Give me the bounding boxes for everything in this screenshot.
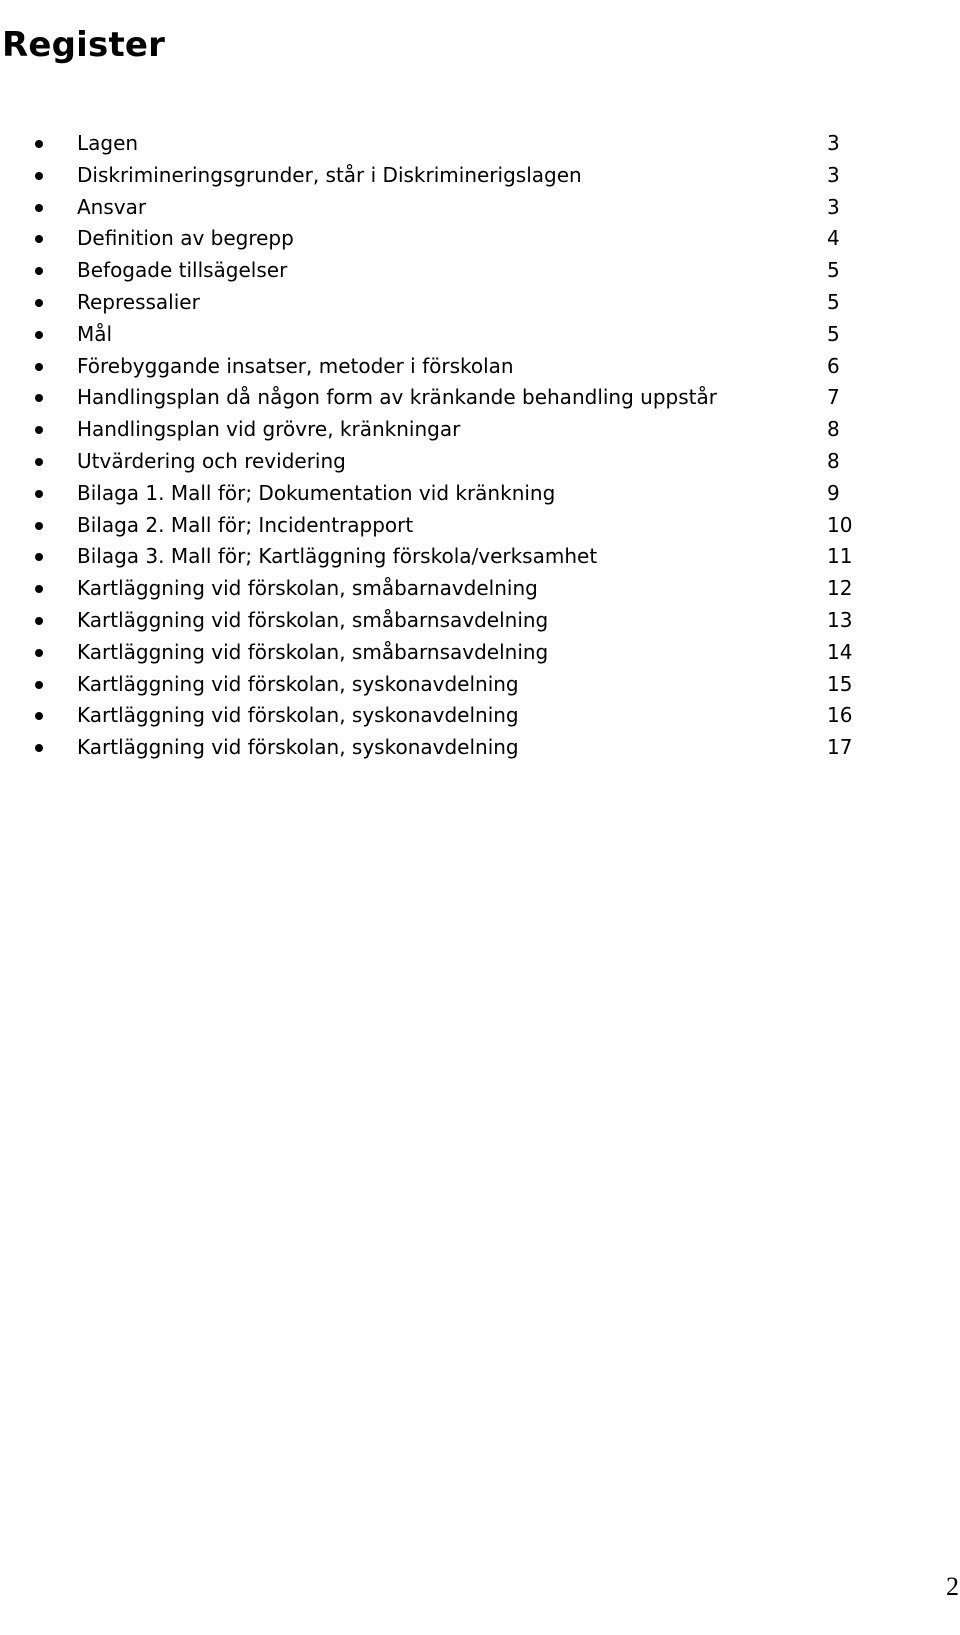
toc-entry-page: 5 [827, 321, 840, 346]
toc-entry-label: Bilaga 3. Mall för; Kartläggning förskola/verksamhet [77, 544, 598, 569]
toc-entry-label: Definition av begrepp [77, 226, 294, 251]
toc-entry-label: Handlingsplan vid grövre, kränkningar [77, 417, 461, 442]
toc-entry-page: 10 [827, 512, 853, 537]
toc-entry-page: 9 [827, 480, 840, 505]
toc-entry-label: Kartläggning vid förskolan, småbarnavdelning [77, 576, 538, 601]
toc-entry [0, 319, 960, 351]
toc-entry [0, 478, 960, 510]
toc-entry [0, 382, 960, 414]
bullet-icon [35, 426, 43, 434]
toc-entry-page: 3 [827, 194, 840, 219]
toc-entry-label: Kartläggning vid förskolan, syskonavdelning [77, 703, 519, 728]
toc-entry-page: 11 [827, 544, 853, 569]
toc-entry-page: 3 [827, 131, 840, 155]
bullet-icon [35, 299, 43, 307]
toc-entry-page: 3 [827, 162, 840, 187]
page-number: 2 [946, 1572, 959, 1601]
toc-entry [0, 160, 960, 192]
toc-entry-label: Mål [77, 321, 113, 346]
toc-entry-label: Utvärdering och revidering [77, 448, 346, 473]
bullet-icon [35, 522, 43, 530]
toc-entry [0, 223, 960, 255]
toc-entry-label: Bilaga 2. Mall för; Incidentrapport [77, 512, 414, 537]
bullet-icon [35, 140, 43, 148]
toc-entry-label: Förebyggande insatser, metoder i förskolan [77, 353, 514, 378]
bullet-icon [35, 458, 43, 466]
toc-entry-page: 8 [827, 448, 840, 473]
toc-entry-label: Repressalier [77, 289, 200, 314]
toc-entry-label: Ansvar [77, 194, 147, 219]
table-of-contents [0, 128, 960, 764]
bullet-icon [35, 267, 43, 275]
bullet-icon [35, 681, 43, 689]
toc-entry [0, 573, 960, 605]
toc-entry-label: Handlingsplan då någon form av kränkande behandling uppstår [77, 385, 717, 410]
toc-entry-page: 14 [827, 639, 853, 664]
toc-entry-page: 4 [827, 226, 840, 251]
bullet-icon [35, 235, 43, 243]
page-title: Register [2, 24, 166, 65]
toc-entry-label: Diskrimineringsgrunder, står i Diskriminerigslagen [77, 162, 582, 187]
toc-entry-page: 8 [827, 417, 840, 442]
bullet-icon [35, 363, 43, 371]
bullet-icon [35, 585, 43, 593]
bullet-icon [35, 553, 43, 561]
toc-entry-label: Lagen [77, 131, 139, 155]
toc-entry [0, 192, 960, 224]
toc-entry-page: 15 [827, 671, 853, 696]
toc-entry-page: 12 [827, 576, 853, 601]
toc-entry-label: Befogade tillsägelser [77, 258, 288, 283]
toc-entry [0, 510, 960, 542]
bullet-icon [35, 394, 43, 402]
bullet-icon [35, 204, 43, 212]
toc-entry [0, 732, 960, 764]
toc-entry-page: 5 [827, 289, 840, 314]
toc-entry [0, 255, 960, 287]
toc-entry [0, 700, 960, 732]
toc-entry-label: Kartläggning vid förskolan, småbarnsavdelning [77, 607, 549, 632]
toc-entry-label: Kartläggning vid förskolan, syskonavdelning [77, 735, 519, 760]
toc-entry-label: Kartläggning vid förskolan, småbarnsavdelning [77, 639, 549, 664]
toc-entry-label: Bilaga 1. Mall för; Dokumentation vid kränkning [77, 480, 556, 505]
toc-entry [0, 669, 960, 701]
bullet-icon [35, 490, 43, 498]
toc-entry-page: 7 [827, 385, 840, 410]
toc-entry-page: 16 [827, 703, 853, 728]
toc-entry-label: Kartläggning vid förskolan, syskonavdelning [77, 671, 519, 696]
bullet-icon [35, 331, 43, 339]
toc-entry [0, 351, 960, 383]
bullet-icon [35, 617, 43, 625]
toc-entry [0, 541, 960, 573]
toc-entry [0, 446, 960, 478]
toc-entry [0, 128, 960, 160]
bullet-icon [35, 172, 43, 180]
toc-entry-page: 6 [827, 353, 840, 378]
bullet-icon [35, 712, 43, 720]
toc-entry-page: 5 [827, 258, 840, 283]
toc-entry-page: 13 [827, 607, 853, 632]
bullet-icon [35, 649, 43, 657]
toc-entry [0, 605, 960, 637]
toc-entry [0, 287, 960, 319]
bullet-icon [35, 744, 43, 752]
toc-entry [0, 637, 960, 669]
toc-entry [0, 414, 960, 446]
toc-entry-page: 17 [827, 735, 853, 760]
